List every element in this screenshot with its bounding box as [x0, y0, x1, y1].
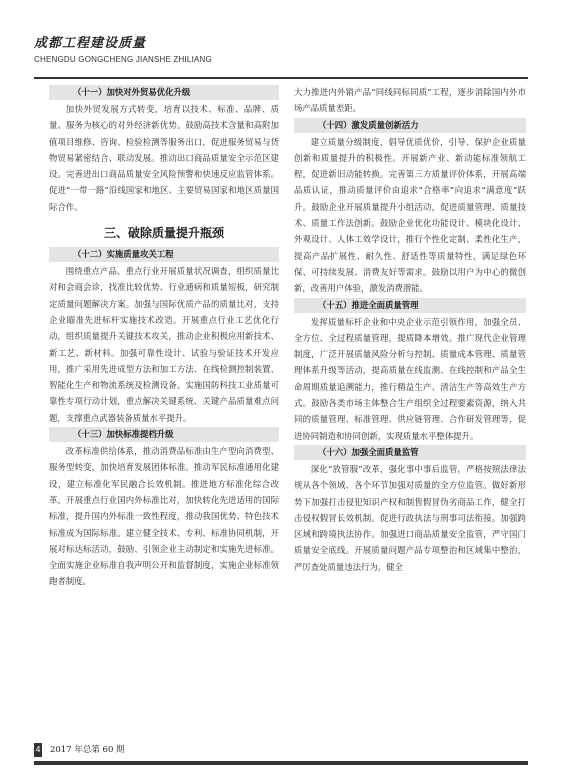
paragraph-15: 发挥质量标杆企业和中央企业示范引领作用，加强全员、全方位、全过程质量管理，提质降本增效。推广现代企业管理制度，广泛开展质量风险分析与控制、质量成本管理、质量管理体系升级等活动，提高质量在线监测、在线控制和产品全生命周期质量追溯能力，推行精益生产、清洁生产等高效生产方式。鼓励各类市场主体整合生产组织全过程要素资源，纳入共同的质量管理、标准管理、供应链管理、合作研发管理等，促进协同制造和协同创新，实现质量水平整体提升。 [294, 316, 526, 441]
subheading-12: （十二）实施质量攻关工程 [49, 247, 279, 262]
subheading-14: （十四）激发质量创新活力 [294, 118, 526, 133]
footer-bar [34, 761, 528, 765]
subheading-15: （十五）推进全面质量管理 [294, 298, 526, 313]
left-column [49, 84, 279, 590]
paragraph-14: 建立质量分级制度，倡导优质优价，引导、保护企业质量创新和质量提升的积极性。开展新产业、新动能标准领航工程，促进新旧动能转换。完善第三方质量评价体系，开展高端品质认证，推动质量评价由追求“合格率”向追求“满意度”跃升。鼓励企业开展质量提升小组活动，促进质量管理、质量技术、质量工作法创新。鼓励企业优化功能设计、模块化设计、外观设计、人体工效学设计，推行个性化定制、柔性化生产，提高产品扩展性、耐久性、舒适性等质量特性，满足绿色环保、可持续发展、消费友好等需求。鼓励以用户为中心的微创新，改善用户体验，激发消费潜能。 [294, 136, 526, 294]
page-number: 4 [34, 743, 42, 757]
paragraph-continued: 大力推进内外销产品“同线同标同质”工程，逐步消除国内外市场产品质量差距。 [294, 87, 526, 114]
page-footer [34, 743, 528, 773]
right-column [294, 84, 526, 575]
subheading-16: （十六）加强全面质量监管 [294, 445, 526, 460]
issue-label: 2017 年总第 60 期 [50, 745, 125, 755]
paragraph-16: 深化“放管服”改革，强化事中事后监管，严格按照法律法规从各个领域、各个环节加强对质量的全方位监管。做好新形势下加强打击侵犯知识产权和制售假冒伪劣商品工作，健全打击侵权假冒长效机制。促进行政执法与刑事司法衔接。加强跨区域和跨境执法协作。加强进口商品质量安全监管，严守国门质量安全底线。开展质量问题产品专项整治和区域集中整治，严厉查处质量违法行为。健全 [294, 463, 526, 572]
paragraph-12: 围绕重点产品、重点行业开展质量状况调查，组织质量比对和会商会诊，找准比较优势、行业通病和质量短板，研究制定质量问题解决方案。加强与国际优质产品的质量比对，支持企业瞄准先进标杆实施技术改造。开展重点行业工艺优化行动，组织质量提升关键技术攻关，推动企业积极应用新技术、新工艺、新材料。加强可靠性设计、试验与验证技术开发应用，推广采用先进成型方法和加工方法、在线检测控制装置、智能化生产和物流系统及检测设备。实施国防科技工业质量可靠性专项行动计划，重点解决关键系统、关键产品质量难点问题，支撑重点武器装备质量水平提升。 [49, 266, 279, 423]
masthead [34, 32, 528, 64]
journal-title: 成都工程建设质量 [34, 36, 147, 51]
paragraph-13: 改革标准供给体系，推动消费品标准由生产型向消费型、服务型转变，加快培育发展团体标准。推动军民标准通用化建设，建立标准化军民融合长效机制。推进地方标准化综合改革。开展重点行业国内外标准比对，加快转化先进适用的国际标准，提升国内外标准一致性程度，推动我国优势、特色技术标准成为国际标准。建立健全技术、专利、标准协同机制，开展对标达标活动，鼓励、引领企业主动制定和实施先进标准。全面实施企业标准自我声明公开和监督制度，实施企业标准领跑者制度。 [49, 446, 279, 587]
paragraph-11: 加快外贸发展方式转变，培育以技术、标准、品牌、质量、服务为核心的对外经济新优势。鼓励高技术含量和高附加值项目维修、咨询、检验检测等服务出口，促进服务贸易与货物贸易紧密结合、联动发展。推动出口商品质量安全示范区建设。完善进出口商品质量安全风险预警和快速反应监管体系。促进“一带一路”沿线国家和地区、主要贸易国家和地区质量国际合作。 [49, 104, 279, 212]
header-divider [34, 77, 528, 79]
section-heading-3: 三、破除质量提升瓶颈 [103, 226, 224, 241]
subheading-13: （十三）加快标准提档升级 [49, 427, 279, 442]
subheading-11: （十一）加快对外贸易优化升级 [49, 85, 279, 100]
journal-title-pinyin: CHENGDU GONGCHENG JIANSHE ZHILIANG [34, 55, 212, 64]
